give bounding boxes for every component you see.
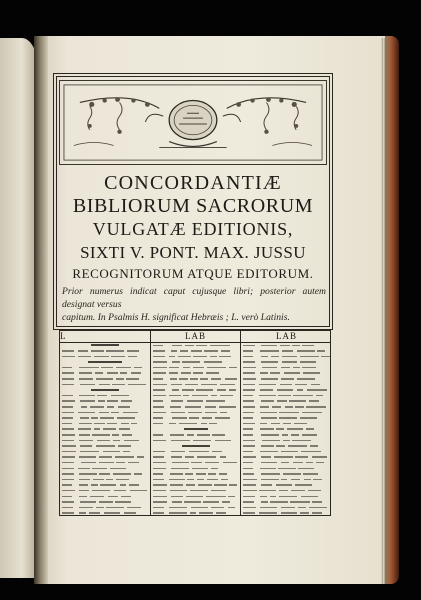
index-column-1-entries — [60, 343, 150, 515]
index-entry-line — [151, 494, 240, 498]
index-entry-line — [151, 360, 240, 364]
index-entry-line — [151, 371, 240, 375]
index-entry-line — [241, 505, 331, 509]
index-entry-line — [60, 505, 150, 509]
index-entry-line — [151, 488, 240, 492]
concordance-index — [59, 330, 331, 516]
title-line-1: CONCORDANTIÆ — [104, 172, 282, 194]
index-column-3 — [240, 331, 331, 515]
index-entry-line — [60, 388, 150, 392]
title-line-2: BIBLIORUM SACRORUM — [72, 195, 314, 217]
index-entry-line — [241, 360, 331, 364]
title-line-4: SIXTI V. PONT. MAX. JUSSU — [80, 243, 306, 262]
index-entry-line — [60, 466, 150, 470]
index-entry-line — [60, 343, 150, 347]
index-entry-line — [241, 500, 331, 504]
index-column-3-entries — [241, 343, 331, 515]
index-entry-line — [60, 354, 150, 358]
index-entry-line — [60, 427, 150, 431]
vignette-engraving — [60, 81, 326, 164]
index-entry-line — [151, 438, 240, 442]
index-entry-line — [60, 371, 150, 375]
index-entry-line — [241, 365, 331, 369]
index-entry-line — [151, 393, 240, 397]
index-entry-line — [151, 455, 240, 459]
index-entry-line — [151, 483, 240, 487]
index-entry-line — [151, 382, 240, 386]
index-entry-line — [60, 377, 150, 381]
title-line-5: RECOGNITORUM ATQUE EDITORUM. — [72, 266, 314, 281]
index-entry-line — [241, 433, 331, 437]
index-entry-line — [241, 405, 331, 409]
index-entry-line — [151, 427, 240, 431]
index-entry-line — [241, 349, 331, 353]
index-entry-line — [241, 371, 331, 375]
title-line-3: VULGATÆ EDITIONIS, — [92, 219, 294, 239]
index-entry-line — [151, 343, 240, 347]
index-entry-line — [60, 421, 150, 425]
index-entry-line — [241, 438, 331, 442]
index-entry-line — [60, 433, 150, 437]
index-entry-line — [241, 477, 331, 481]
index-entry-line — [151, 477, 240, 481]
index-entry-line — [151, 472, 240, 476]
index-entry-line — [151, 433, 240, 437]
index-entry-line — [241, 382, 331, 386]
index-entry-line — [151, 444, 240, 448]
index-entry-line — [60, 511, 150, 515]
index-entry-line — [60, 449, 150, 453]
index-entry-line — [241, 427, 331, 431]
index-entry-line — [151, 511, 240, 515]
index-column-1 — [60, 331, 150, 515]
index-entry-line — [151, 405, 240, 409]
index-entry-line — [151, 505, 240, 509]
index-entry-line — [241, 388, 331, 392]
index-entry-line — [60, 416, 150, 420]
index-column-2 — [150, 331, 240, 515]
index-entry-line — [241, 399, 331, 403]
index-entry-line — [60, 405, 150, 409]
index-entry-line — [241, 449, 331, 453]
usage-note — [62, 285, 326, 324]
index-entry-line — [60, 460, 150, 464]
index-entry-line — [151, 500, 240, 504]
index-entry-line — [151, 354, 240, 358]
index-entry-line — [241, 354, 331, 358]
index-entry-line — [241, 466, 331, 470]
index-entry-line — [60, 494, 150, 498]
index-entry-line — [151, 410, 240, 414]
index-entry-line — [241, 421, 331, 425]
index-entry-line — [151, 365, 240, 369]
index-entry-line — [60, 455, 150, 459]
index-entry-line — [60, 365, 150, 369]
index-entry-line — [151, 466, 240, 470]
index-entry-line — [241, 343, 331, 347]
index-entry-line — [241, 393, 331, 397]
index-entry-line — [241, 410, 331, 414]
index-entry-line — [60, 500, 150, 504]
usage-note-line-1: Prior numerus indicat caput cujusque libri; posterior autem designat versus — [62, 286, 326, 310]
index-entry-line — [241, 483, 331, 487]
index-entry-line — [151, 399, 240, 403]
index-entry-line — [241, 416, 331, 420]
index-entry-line — [151, 416, 240, 420]
index-entry-line — [60, 360, 150, 364]
index-entry-line — [241, 488, 331, 492]
index-entry-line — [60, 382, 150, 386]
index-entry-line — [60, 399, 150, 403]
index-entry-line — [60, 477, 150, 481]
index-entry-line — [60, 349, 150, 353]
index-entry-line — [241, 494, 331, 498]
index-entry-line — [241, 455, 331, 459]
usage-note-line-2: capitum. In Psalmis H. significat Hebræis ; L. verò Latinis. — [62, 312, 290, 323]
index-entry-line — [60, 444, 150, 448]
index-entry-line — [241, 444, 331, 448]
index-entry-line — [151, 388, 240, 392]
index-entry-line — [60, 483, 150, 487]
index-entry-line — [151, 421, 240, 425]
index-entry-line — [60, 472, 150, 476]
book-gutter — [34, 36, 48, 584]
index-entry-line — [151, 460, 240, 464]
index-entry-line — [60, 488, 150, 492]
leather-cover-edge — [385, 36, 399, 584]
index-entry-line — [60, 438, 150, 442]
index-entry-line — [151, 349, 240, 353]
index-column-2-header: LAB — [151, 331, 240, 343]
index-column-2-entries — [151, 343, 240, 515]
index-entry-line — [241, 460, 331, 464]
index-column-1-header: L — [60, 331, 150, 343]
index-entry-line — [151, 377, 240, 381]
engraved-vignette — [59, 80, 327, 165]
index-entry-line — [241, 472, 331, 476]
index-column-3-header: LAB — [241, 331, 331, 343]
index-entry-line — [60, 393, 150, 397]
index-entry-line — [151, 449, 240, 453]
index-entry-line — [241, 511, 331, 515]
index-entry-line — [60, 410, 150, 414]
index-entry-line — [241, 377, 331, 381]
